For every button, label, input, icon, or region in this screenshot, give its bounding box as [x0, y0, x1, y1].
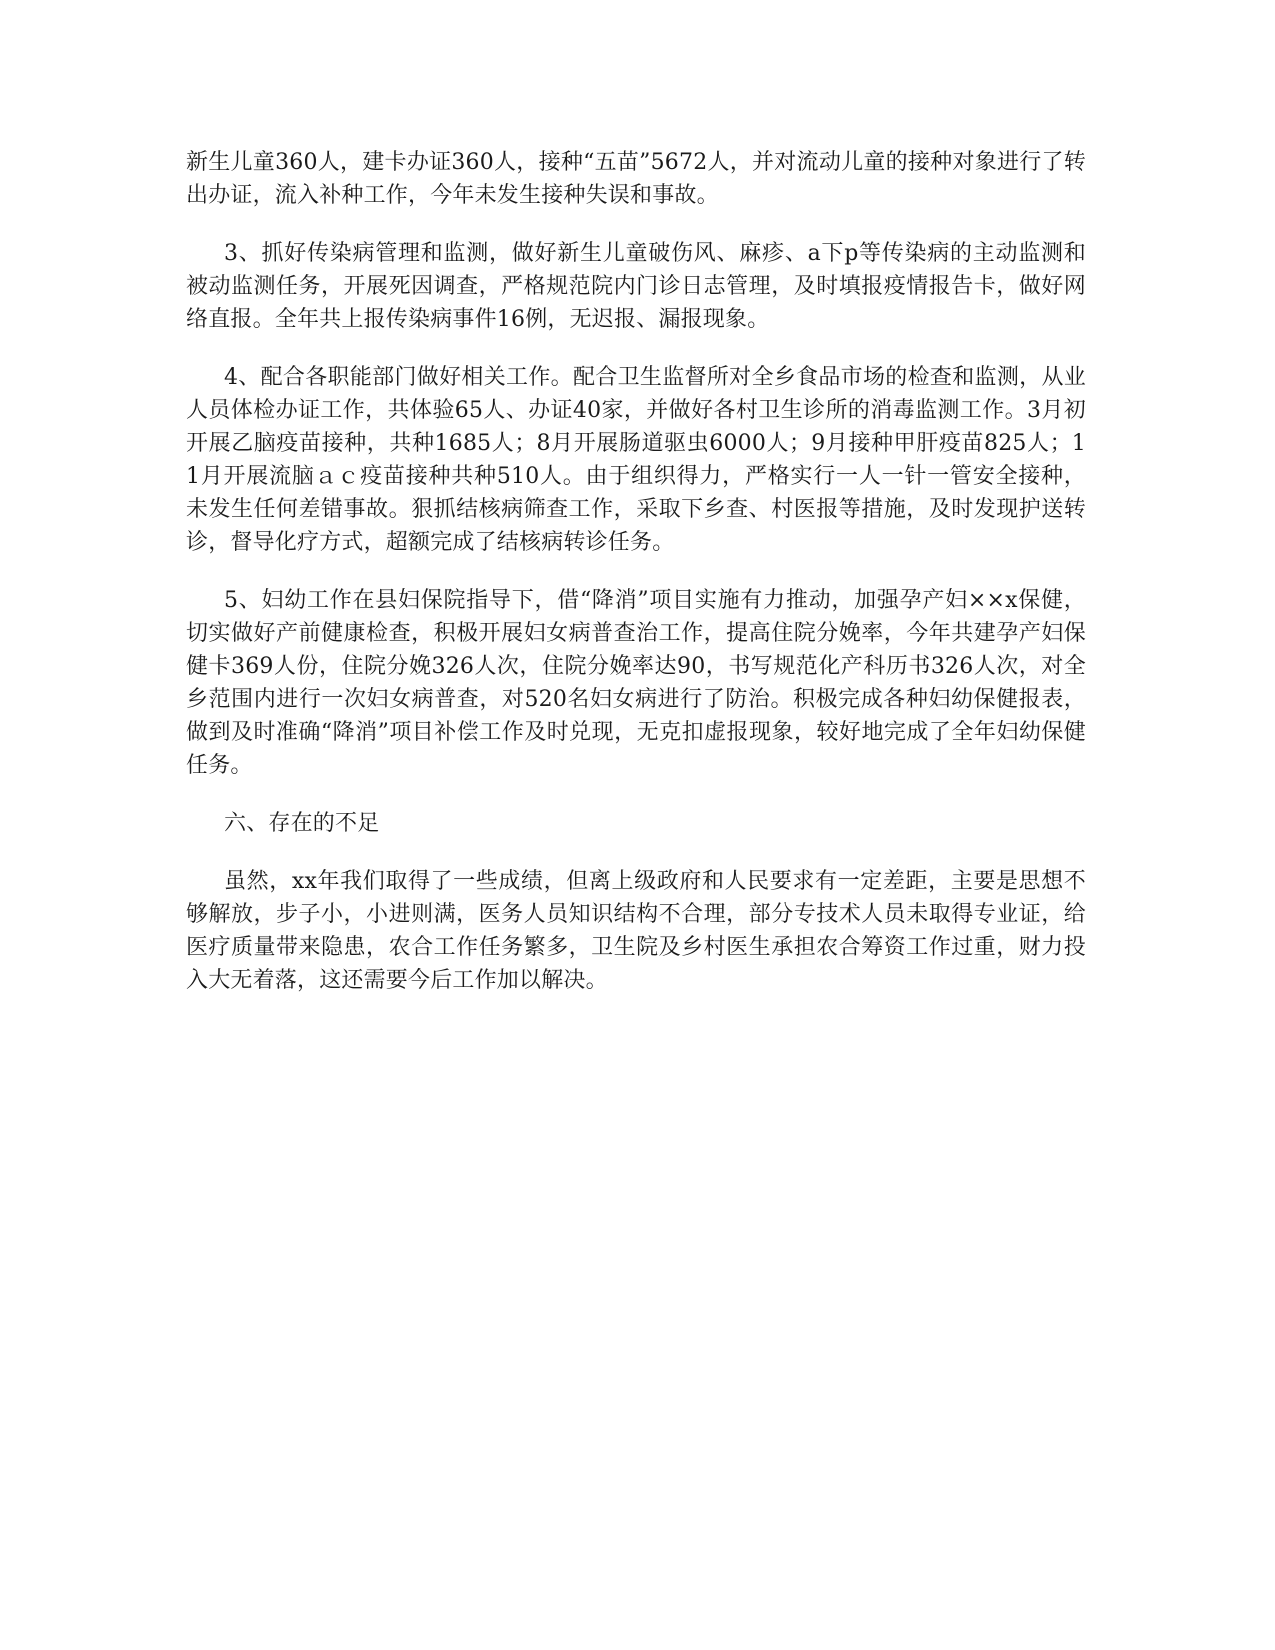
paragraph-department-cooperation: 4、配合各职能部门做好相关工作。配合卫生监督所对全乡食品市场的检查和监测，从业人员体检办证工作，共体验65人、办证40家，并做好各村卫生诊所的消毒监测工作。3月初开展乙脑疫苗接种，共种1685人；8月开展肠道驱虫6000人；9月接种甲肝疫苗825人；11月开展流脑ａｃ疫苗接种共种510人。由于组织得力，严格实行一人一针一管安全接种，未发生任何差错事故。狠抓结核病筛查工作，采取下乡查、村医报等措施，及时发现护送转诊，督导化疗方式，超额完成了结核病转诊任务。	[186, 365, 1086, 555]
section-heading-shortcomings: 六、存在的不足	[224, 811, 380, 836]
paragraph-shortcomings: 虽然，xx年我们取得了一些成绩，但离上级政府和人民要求有一定差距，主要是思想不够解放，步子小，小进则满，医务人员知识结构不合理，部分专技术人员未取得专业证，给医疗质量带来隐患，农合工作任务繁多，卫生院及乡村医生承担农合筹资工作过重，财力投入大无着落，这还需要今后工作加以解决。	[186, 869, 1086, 993]
paragraph-maternal-child-health: 5、妇幼工作在县妇保院指导下，借“降消”项目实施有力推动，加强孕产妇××x保健，切实做好产前健康检查，积极开展妇女病普查治工作，提高住院分娩率，今年共建孕产妇保健卡369人份，住院分娩326人次，住院分娩率达90，书写规范化产科历书326人次，对全乡范围内进行一次妇女病普查，对520名妇女病进行了防治。积极完成各种妇幼保健报表，做到及时准确“降消”项目补偿工作及时兑现，无克扣虚报现象，较好地完成了全年妇幼保健任务。	[186, 588, 1086, 778]
document-body	[186, 146, 1086, 1022]
paragraph-vaccination-continued: 新生儿童360人，建卡办证360人，接种“五苗”5672人，并对流动儿童的接种对象进行了转出办证，流入补种工作，今年未发生接种失误和事故。	[186, 150, 1086, 208]
paragraph-infectious-disease: 3、抓好传染病管理和监测，做好新生儿童破伤风、麻疹、a下p等传染病的主动监测和被动监测任务，开展死因调查，严格规范院内门诊日志管理，及时填报疫情报告卡，做好网络直报。全年共上报传染病事件16例，无迟报、漏报现象。	[186, 241, 1086, 332]
